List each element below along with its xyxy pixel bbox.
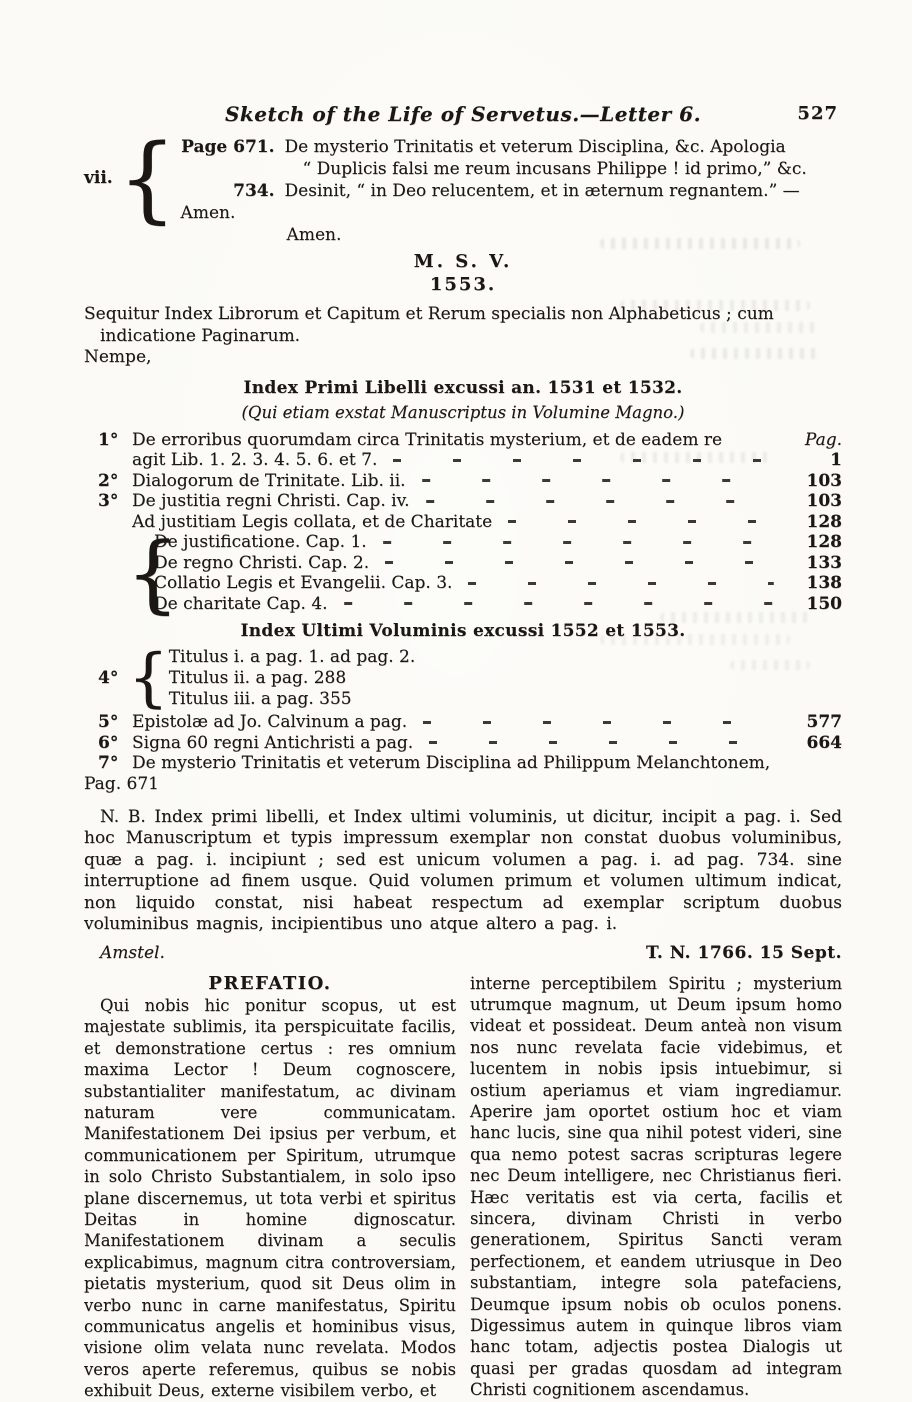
item-text: De regno Christi. Cap. 2. xyxy=(154,552,370,573)
index-row xyxy=(154,594,842,615)
sequitur-paragraph xyxy=(84,304,842,369)
page-header xyxy=(84,102,842,128)
dash-leader xyxy=(423,721,774,724)
item-page: 577 xyxy=(806,712,842,732)
prefatio-left-column xyxy=(84,973,456,1402)
year-heading: 1553. xyxy=(429,274,497,295)
item-text: De mysterio Trinitatis et veterum Disciplina ad Philippum Melanchtonem, xyxy=(132,753,771,773)
index2-list xyxy=(84,712,842,774)
dash-leader xyxy=(468,582,774,585)
index-row xyxy=(98,512,842,533)
entry-line xyxy=(181,224,842,246)
item-text: De justitia regni Christi. Cap. iv. xyxy=(132,491,410,511)
item-text: Epistolæ ad Jo. Calvinum a pag. xyxy=(132,712,408,732)
dash-leader xyxy=(738,438,774,441)
brace-glyph: { xyxy=(118,123,177,234)
item-page: 1 xyxy=(830,450,842,470)
item-page: 128 xyxy=(806,532,842,552)
index1-subtitle: (Qui etiam exstat Manuscriptus in Volumine Magno.) xyxy=(241,402,685,422)
chapter-group xyxy=(126,524,842,622)
prefatio-left-text: Qui nobis hic ponitur scopus, ut est majestate sublimis, ita perspicuitate facilis, et demonstratione certus : res omnium maxima Lector ! Deum cognoscere, substantialiter manifestatum, ac divinam naturam vere communicatam. Manifestationem Dei ipsius per verbum, et communicationem per Spiritum, utrumque in solo Christo Substantialem, in solo ipso plane discernemus, ut tota verbi et spiritus Deitas in homine dignoscatur. Manifestationem divinam a seculis explicabimus, magnum citra controversiam, pietatis mysterium, quod sit Deus olim in verbo nunc in carne manifestatus, Spiritu communicatus angelis et hominibus visus, visione olim velata nunc revelata. Modos veros aperte referemus, quibus se nobis exhibuit Deus, externe visibilem verbo, et xyxy=(84,995,456,1401)
item-number: 2° xyxy=(98,470,119,491)
prefatio-section xyxy=(84,973,842,1402)
left-brace-icon xyxy=(118,123,177,234)
entry-line xyxy=(181,180,842,224)
page-number: 527 xyxy=(797,103,838,124)
index-row xyxy=(98,450,842,471)
item-text: Signa 60 regni Antichristi a pag. xyxy=(132,732,414,753)
left-brace-icon xyxy=(126,524,180,622)
brace-glyph: { xyxy=(126,524,180,622)
section-vii xyxy=(84,123,842,246)
page-ref: 734. xyxy=(233,181,275,201)
item-page: 128 xyxy=(806,511,842,532)
item-text: Ad justitiam Legis collata, et de Charitate xyxy=(132,511,493,532)
item-text: agit Lib. 1. 2. 3. 4. 5. 6. et 7. xyxy=(132,450,378,470)
dash-leader xyxy=(393,459,774,462)
prefatio-heading: PREFATIO. xyxy=(208,972,332,994)
index-row xyxy=(154,573,842,594)
quote-text: “ Duplicis falsi me reum incusans Philippe ! id primo,” &c. xyxy=(302,159,807,179)
index-row xyxy=(154,553,842,574)
sequitur-line-1: Sequitur Index Librorum et Capitum et Rerum specialis non Alphabeticus ; cum xyxy=(84,304,774,324)
entry-text: Amen. xyxy=(286,225,342,245)
item-text: De justificatione. Cap. 1. xyxy=(154,532,367,552)
dash-leader xyxy=(426,500,774,503)
item-page: 103 xyxy=(806,470,842,491)
item-text: Dialogorum de Trinitate. Lib. ii. xyxy=(132,470,406,491)
prefatio-right-column: interne perceptibilem Spiritu ; mysterium utrumque magnum, ut Deum ipsum homo videat et possideat. Deum anteà non visum nos nunc revelata facie videbimus, et lucentem in nobis ipsis intuebimur, si ostium aperiamus et viam ingrediamur. Aperire jam oportet ostium hoc et viam hanc lucis, sine qua nihil potest videri, sine qua nemo potest sacras scripturas legere nec Deum intelligere, nec Christianus fieri. Hæc veritatis est via certa, facilis et sincera, divinam Christi in verbo generationem, Spiritus Sancti veram perfectionem, et eandem utriusque in Deo substantiam, integre sola patefaciens, Deumque ipsum nobis ob oculos ponens. Digessimus autem in quinque libros viam hanc totam, adjectis postea Dialogis ut quasi per gradas quosdam ad integram Christi cognitionem ascendamus. xyxy=(470,973,842,1400)
item-text: Collatio Legis et Evangelii. Cap. 3. xyxy=(154,573,453,593)
item-page: 103 xyxy=(806,491,842,511)
index-row xyxy=(98,712,842,733)
brace-glyph: { xyxy=(128,641,169,715)
item-number: 4° xyxy=(98,668,119,688)
msv-heading: M. S. V. xyxy=(413,251,513,272)
item-page: 664 xyxy=(806,732,842,753)
entry-text: De mysterio Trinitatis et veterum Disciplina, &c. Apologia xyxy=(284,137,786,157)
nempe-line: Nempe, xyxy=(84,347,152,367)
dash-leader xyxy=(508,520,774,523)
sequitur-line-2: indicatione Paginarum. xyxy=(100,325,301,346)
nota-bene-paragraph: N. B. Index primi libelli, et Index ultimi voluminis, ut dicitur, incipit a pag. i. Sed hoc Manuscriptum et typis impressum exemplar non constat duobus voluminibus, quæ a pag. i. incipiunt ; sed est unicum volumen a pag. i. ad pag. 734. sine interruptione ad finem usque. Quid volumen primum et volumen ultimum indicat, non liquido constat, nisi habeat respectum ad exemplar scriptum duobus voluminibus magnis, incipientibus uno atque altero a pag. i. xyxy=(84,806,842,934)
section-vii-label: vii. xyxy=(84,168,113,188)
titulus-line: Titulus iii. a pag. 355 xyxy=(168,688,352,709)
section-vii-entries xyxy=(177,136,842,246)
dash-leader xyxy=(429,741,774,744)
entry-line xyxy=(181,136,842,158)
item-text: De erroribus quorumdam circa Trinitatis mysterium, et de eadem re xyxy=(132,429,723,450)
item-page: 133 xyxy=(806,552,842,573)
place-label: Amstel. xyxy=(100,942,165,963)
left-brace-icon xyxy=(128,641,169,715)
index-row xyxy=(98,753,842,774)
item-number: 7° xyxy=(98,753,119,773)
item-number: 6° xyxy=(98,732,119,753)
index-row xyxy=(98,430,842,451)
titulus-line: Titulus ii. a pag. 288 xyxy=(168,667,347,688)
running-title: Sketch of the Life of Servetus.—Letter 6. xyxy=(224,102,702,126)
page-content xyxy=(84,102,842,1402)
item-number: 1° xyxy=(98,429,119,450)
index-row xyxy=(98,471,842,492)
item-text: De charitate Cap. 4. xyxy=(154,593,328,614)
item-page: 138 xyxy=(806,573,842,593)
entry-line xyxy=(181,158,842,180)
index-row xyxy=(154,532,842,553)
index-row xyxy=(98,491,842,512)
item-number: 5° xyxy=(98,712,119,732)
index-row xyxy=(98,733,842,754)
dash-leader xyxy=(422,479,774,482)
index1-list xyxy=(84,429,842,622)
dash-leader xyxy=(344,602,774,605)
page-ref: Page 671. xyxy=(181,137,275,157)
date-label: T. N. 1766. 15 Sept. xyxy=(645,942,842,963)
entry-text: Desinit, “ in Deo relucentem, et in æternum regnantem.” —Amen. xyxy=(180,181,800,223)
titulus-line: Titulus i. a pag. 1. ad pag. 2. xyxy=(168,646,416,667)
item7-page-ref: Pag. 671 xyxy=(84,773,159,794)
index1-title: Index Primi Libelli excussi an. 1531 et 1532. xyxy=(243,377,683,398)
titulus-lines xyxy=(169,647,416,710)
signature-row xyxy=(84,943,842,963)
item-number: 3° xyxy=(98,491,119,511)
dash-leader xyxy=(383,541,774,544)
titulus-group xyxy=(84,641,842,715)
index2-title: Index Ultimi Voluminis excussi 1552 et 1553. xyxy=(240,621,686,641)
item-page: 150 xyxy=(806,593,842,614)
pag-column-header: Pag. xyxy=(804,429,842,450)
dash-leader xyxy=(385,561,774,564)
